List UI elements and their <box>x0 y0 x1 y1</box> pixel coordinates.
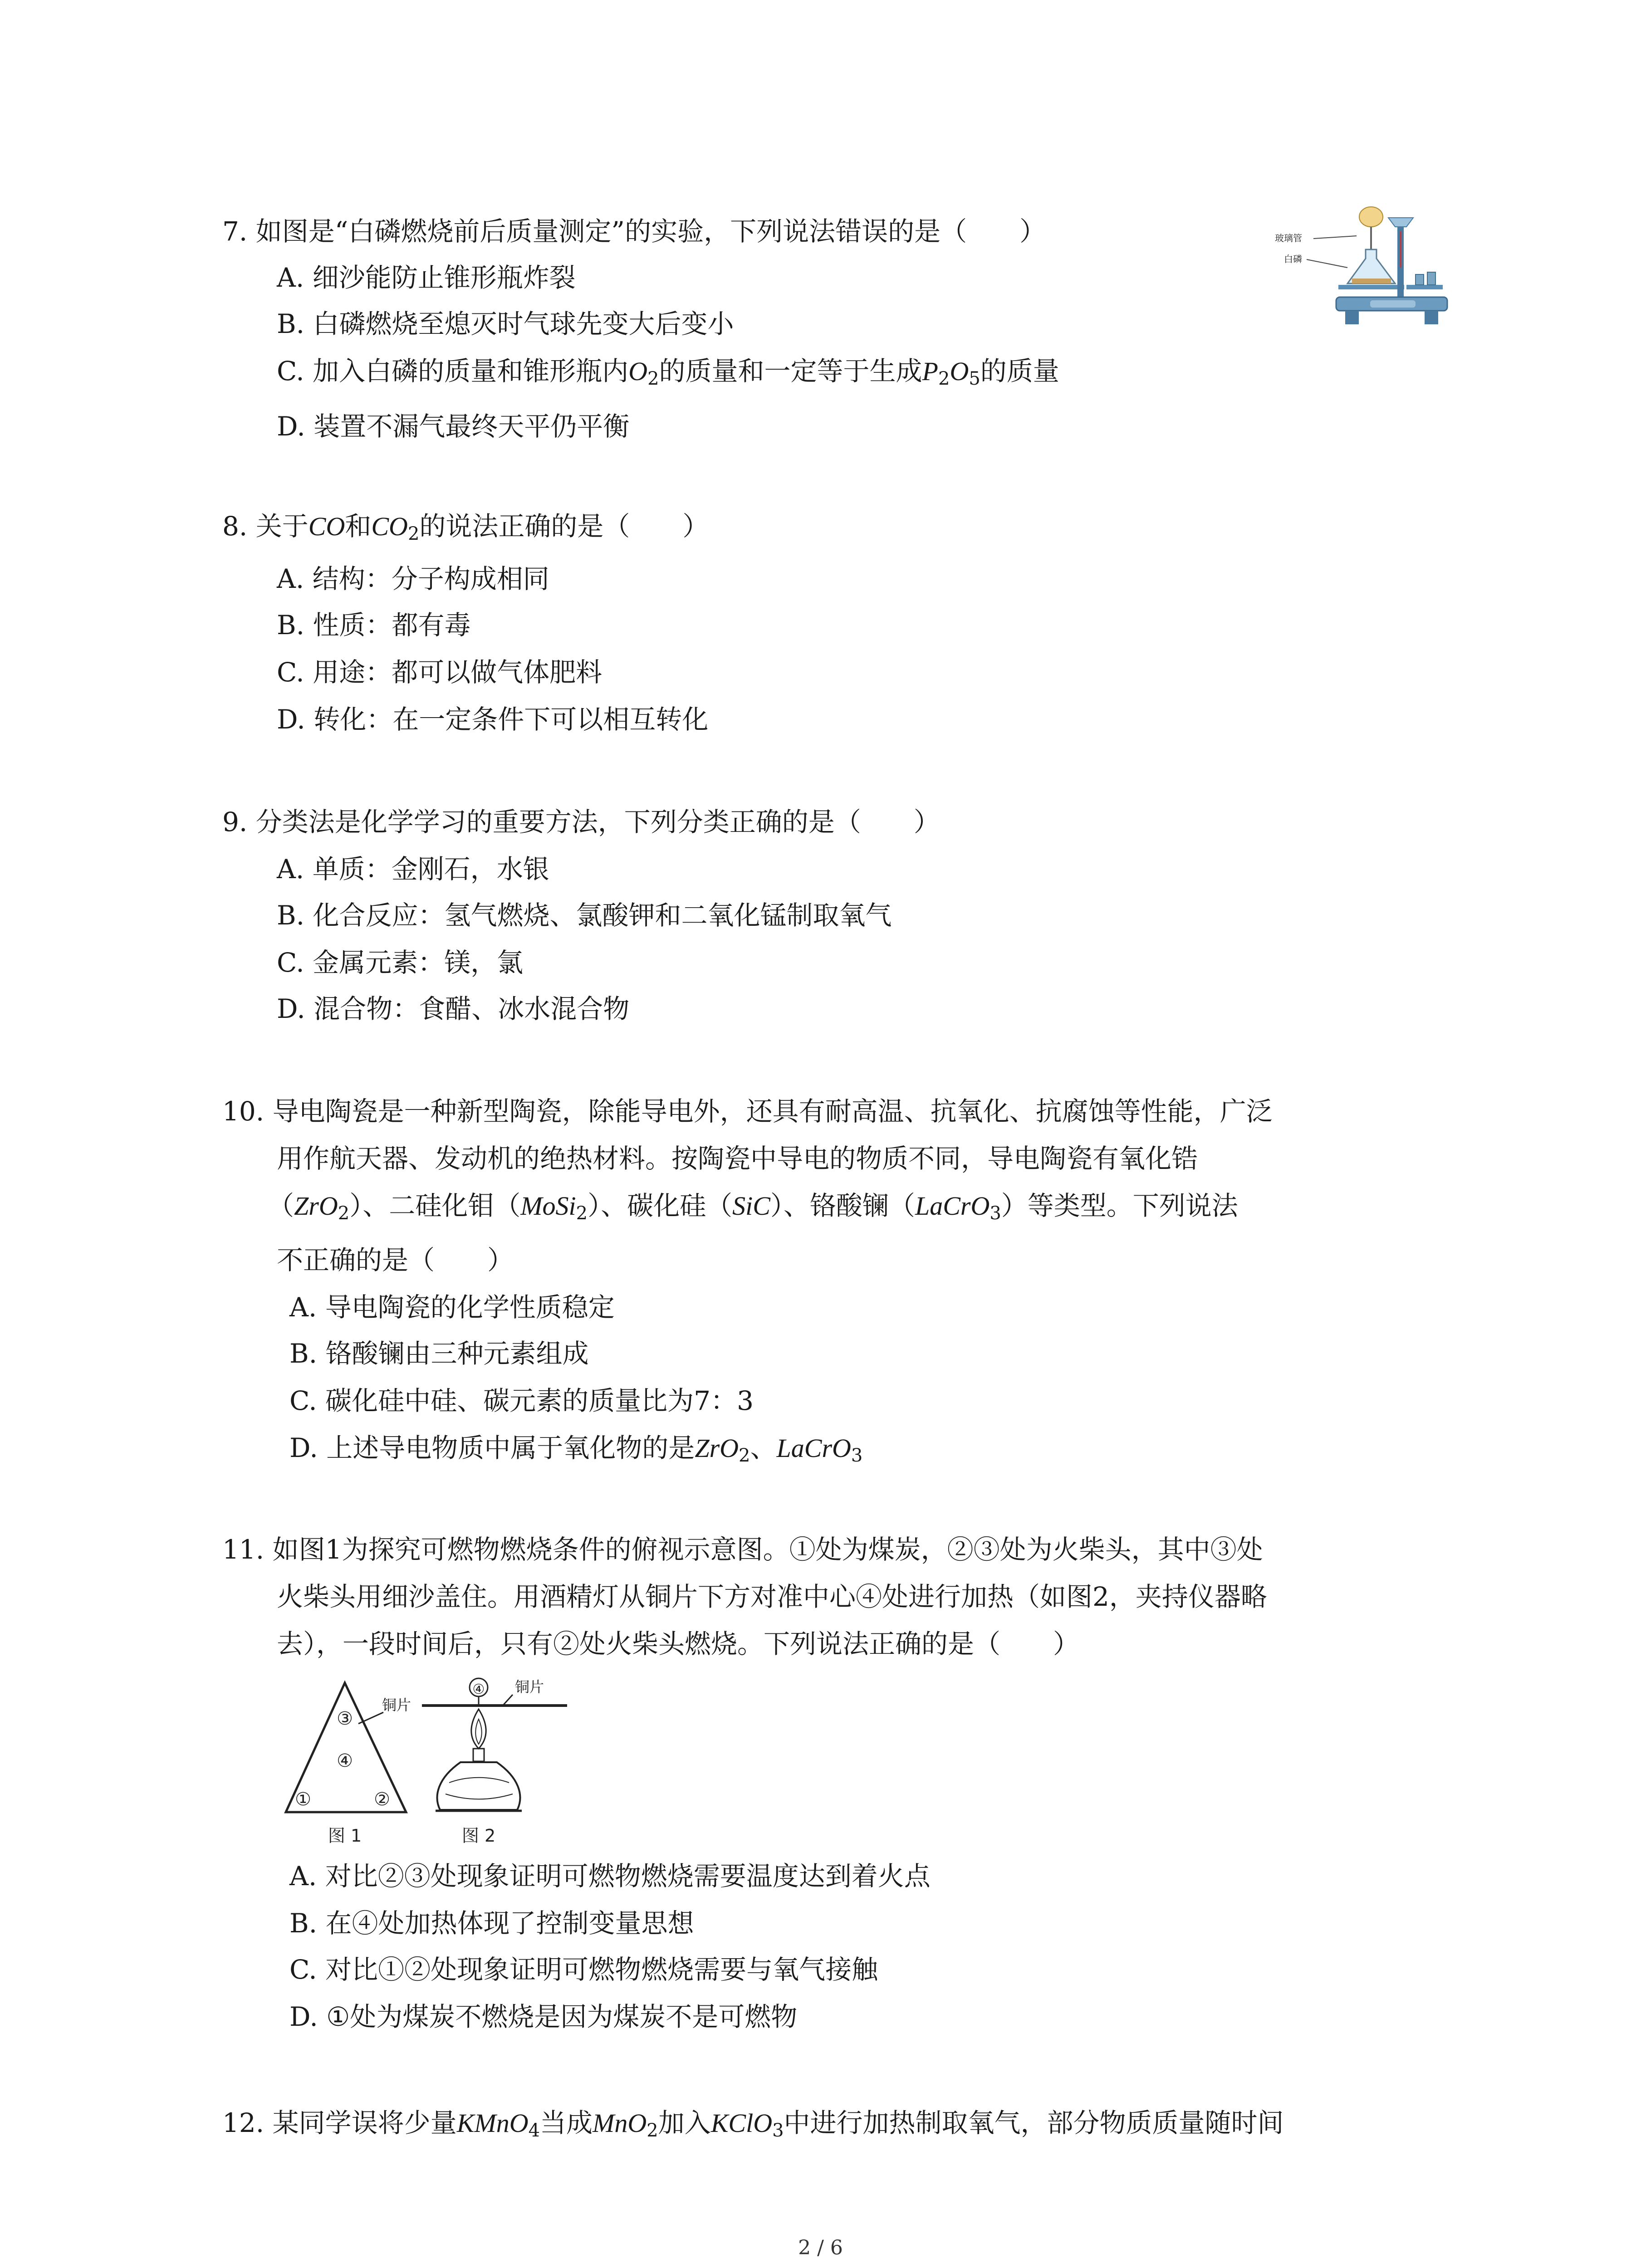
fig2-marker-4: ④ <box>472 1681 485 1697</box>
fig2-copper-label: 铜片 <box>515 1678 544 1696</box>
q8-option-c: C. 用途：都可以做气体肥料 <box>277 657 603 688</box>
fig1-marker-3: ③ <box>337 1708 353 1729</box>
q12-stem: 12. 某同学误将少量KMnO$_4$当成MnO$_2$加入KClO$_3$中进行加热制取氧气，部分物质质量随时间 <box>222 2107 1284 2141</box>
q9-stem: 9. 分类法是化学学习的重要方法，下列分类正确的是（ ） <box>222 807 940 837</box>
fig1-marker-1: ① <box>295 1789 311 1810</box>
q11-stem-line2: 火柴头用细沙盖住。用酒精灯从铜片下方对准中心④处进行加热（如图2，夹持仪器略 <box>277 1581 1267 1612</box>
q10-stem-line1: 10. 导电陶瓷是一种新型陶瓷，除能导电外，还具有耐高温、抗氧化、抗腐蚀等性能，广泛 <box>222 1096 1273 1127</box>
q8-option-d: D. 转化：在一定条件下可以相互转化 <box>277 704 709 735</box>
q10-stem-line2: 用作航天器、发动机的绝热材料。按陶瓷中导电的物质不同，导电陶瓷有氧化锆 <box>277 1143 1198 1174</box>
q7-option-d: D. 装置不漏气最终天平仍平衡 <box>277 411 630 442</box>
q7-option-b: B. 白磷燃烧至熄灭时气球先变大后变小 <box>277 308 734 339</box>
q9-option-b: B. 化合反应：氢气燃烧、氯酸钾和二氧化锰制取氧气 <box>277 900 892 931</box>
q7-stem: 7. 如图是“白磷燃烧前后质量测定”的实验，下列说法错误的是（ ） <box>222 216 1046 247</box>
q9-option-d: D. 混合物：食醋、冰水混合物 <box>277 993 630 1024</box>
q11-stem-line3: 去），一段时间后，只有②处火柴头燃烧。下列说法正确的是（ ） <box>277 1628 1080 1659</box>
q7-balance-figure <box>1266 200 1456 331</box>
q9-option-a: A. 单质：金刚石，水银 <box>277 854 549 885</box>
q11-stem-line1: 11. 如图1为探究可燃物燃烧条件的俯视示意图。①处为煤炭，②③处为火柴头，其中③处 <box>222 1534 1263 1565</box>
q11-option-b: B. 在④处加热体现了控制变量思想 <box>289 1908 694 1939</box>
q9-option-c: C. 金属元素：镁，氯 <box>277 947 524 978</box>
q7-option-a: A. 细沙能防止锥形瓶炸裂 <box>277 262 576 293</box>
fig1-copper-label: 铜片 <box>382 1696 411 1714</box>
q10-stem-line3: （ZrO$_2$）、二硅化钼（MoSi$_2$）、碳化硅（SiC）、铬酸镧（LaCrO$_3$）等类型。下列说法 <box>268 1190 1238 1224</box>
page-number: 2 / 6 <box>798 2236 843 2259</box>
q11-option-a: A. 对比②③处现象证明可燃物燃烧需要温度达到着火点 <box>289 1861 931 1892</box>
q11-option-c: C. 对比①②处现象证明可燃物燃烧需要与氧气接触 <box>289 1954 878 1985</box>
q8-option-b: B. 性质：都有毒 <box>277 610 471 640</box>
fig1-marker-4: ④ <box>337 1750 353 1771</box>
fig2-caption: 图 2 <box>461 1826 496 1846</box>
q10-stem-line4: 不正确的是（ ） <box>277 1245 514 1276</box>
q11-combustion-figure <box>277 1674 603 1851</box>
q8-option-a: A. 结构：分子构成相同 <box>277 563 549 594</box>
fig1-caption: 图 1 <box>328 1826 362 1846</box>
fig1-marker-2: ② <box>374 1789 390 1810</box>
fig-label-glass-tube: 玻璃管 <box>1275 233 1302 244</box>
q10-option-b: B. 铬酸镧由三种元素组成 <box>289 1338 589 1369</box>
fig-label-phosphorus: 白磷 <box>1284 254 1302 264</box>
q8-stem: 8. 关于CO和$CO_2$的说法正确的是（ ） <box>222 511 709 544</box>
q10-option-c: C. 碳化硅中硅、碳元素的质量比为7：3 <box>289 1385 754 1416</box>
q10-option-a: A. 导电陶瓷的化学性质稳定 <box>289 1292 615 1323</box>
q10-option-d: D. 上述导电物质中属于氧化物的是ZrO$_2$、LaCrO$_3$ <box>289 1432 863 1466</box>
q7-option-c: C. 加入白磷的质量和锥形瓶内$O_2$的质量和一定等于生成$P_2O_5$的质量 <box>277 356 1059 389</box>
q11-option-d: D. ①处为煤炭不燃烧是因为煤炭不是可燃物 <box>289 2001 798 2032</box>
